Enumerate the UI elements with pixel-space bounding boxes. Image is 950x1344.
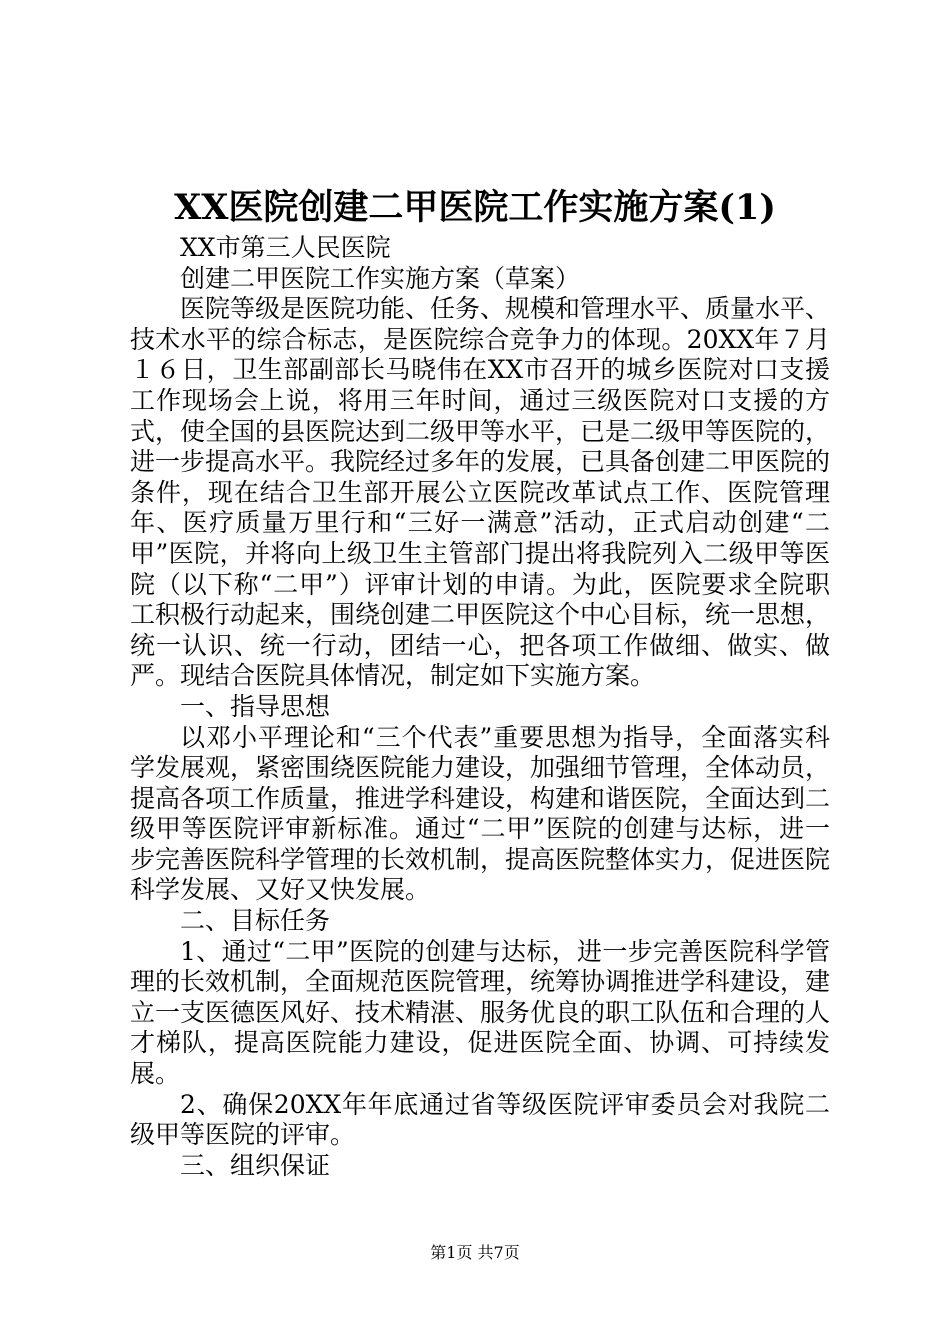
- section-heading-guiding-ideology: 一、指导思想: [180, 691, 331, 721]
- section-heading-goals: 二、目标任务: [180, 906, 331, 936]
- paragraph-hospital-name: XX市第三人民医院: [180, 233, 391, 262]
- document-title: XX医院创建二甲医院工作实施方案(1): [174, 187, 776, 228]
- paragraph-guiding-ideology: 以邓小平理论和“三个代表”重要思想为指导，全面落实科学发展观，紧密围绕医院能力建设，加强细节管理，全体动员，提高各项工作质量，推进学科建设，构建和谐医院，全面达到二级甲等医院评审新标准。通过“二甲”医院的创建与达标，进一步完善医院科学管理的长效机制，提高医院整体实力，促进医院科学发展、又好又快发展。: [130, 722, 831, 905]
- section-heading-organization: 三、组织保证: [180, 1150, 331, 1180]
- paragraph-goal-1: 1、通过“二甲”医院的创建与达标，进一步完善医院科学管理的长效机制，全面规范医院管理，统筹协调推进学科建设，建立一支医德医风好、技术精湛、服务优良的职工队伍和合理的人才梯队，提高医院能力建设，促进医院全面、协调、可持续发展。: [130, 936, 831, 1089]
- page-number-footer: 第1页 共7页: [430, 1243, 520, 1262]
- paragraph-plan-title: 创建二甲医院工作实施方案（草案）: [180, 263, 581, 293]
- paragraph-goal-2: 2、确保20XX年年底通过省等级医院评审委员会对我院二级甲等医院的评审。: [130, 1089, 830, 1150]
- paragraph-introduction: 医院等级是医院功能、任务、规模和管理水平、质量水平、技术水平的综合标志，是医院综合竞争力的体现。20XX年７月１６日，卫生部副部长马晓伟在XX市召开的城乡医院对口支援工作现场会上说，将用三年时间，通过三级医院对口支援的方式，使全国的县医院达到二级甲等水平，已是二级甲等医院的，进一步提高水平。我院经过多年的发展，已具备创建二甲医院的条件，现在结合卫生部开展公立医院改革试点工作、医院管理年、医疗质量万里行和“三好一满意”活动，正式启动创建“二甲”医院，并将向上级卫生主管部门提出将我院列入二级甲等医院（以下称“二甲”）评审计划的申请。为此，医院要求全院职工积极行动起来，围绕创建二甲医院这个中心目标，统一思想，统一认识、统一行动，团结一心，把各项工作做细、做实、做严。现结合医院具体情况，制定如下实施方案。: [130, 294, 831, 691]
- document-body: [130, 233, 830, 1181]
